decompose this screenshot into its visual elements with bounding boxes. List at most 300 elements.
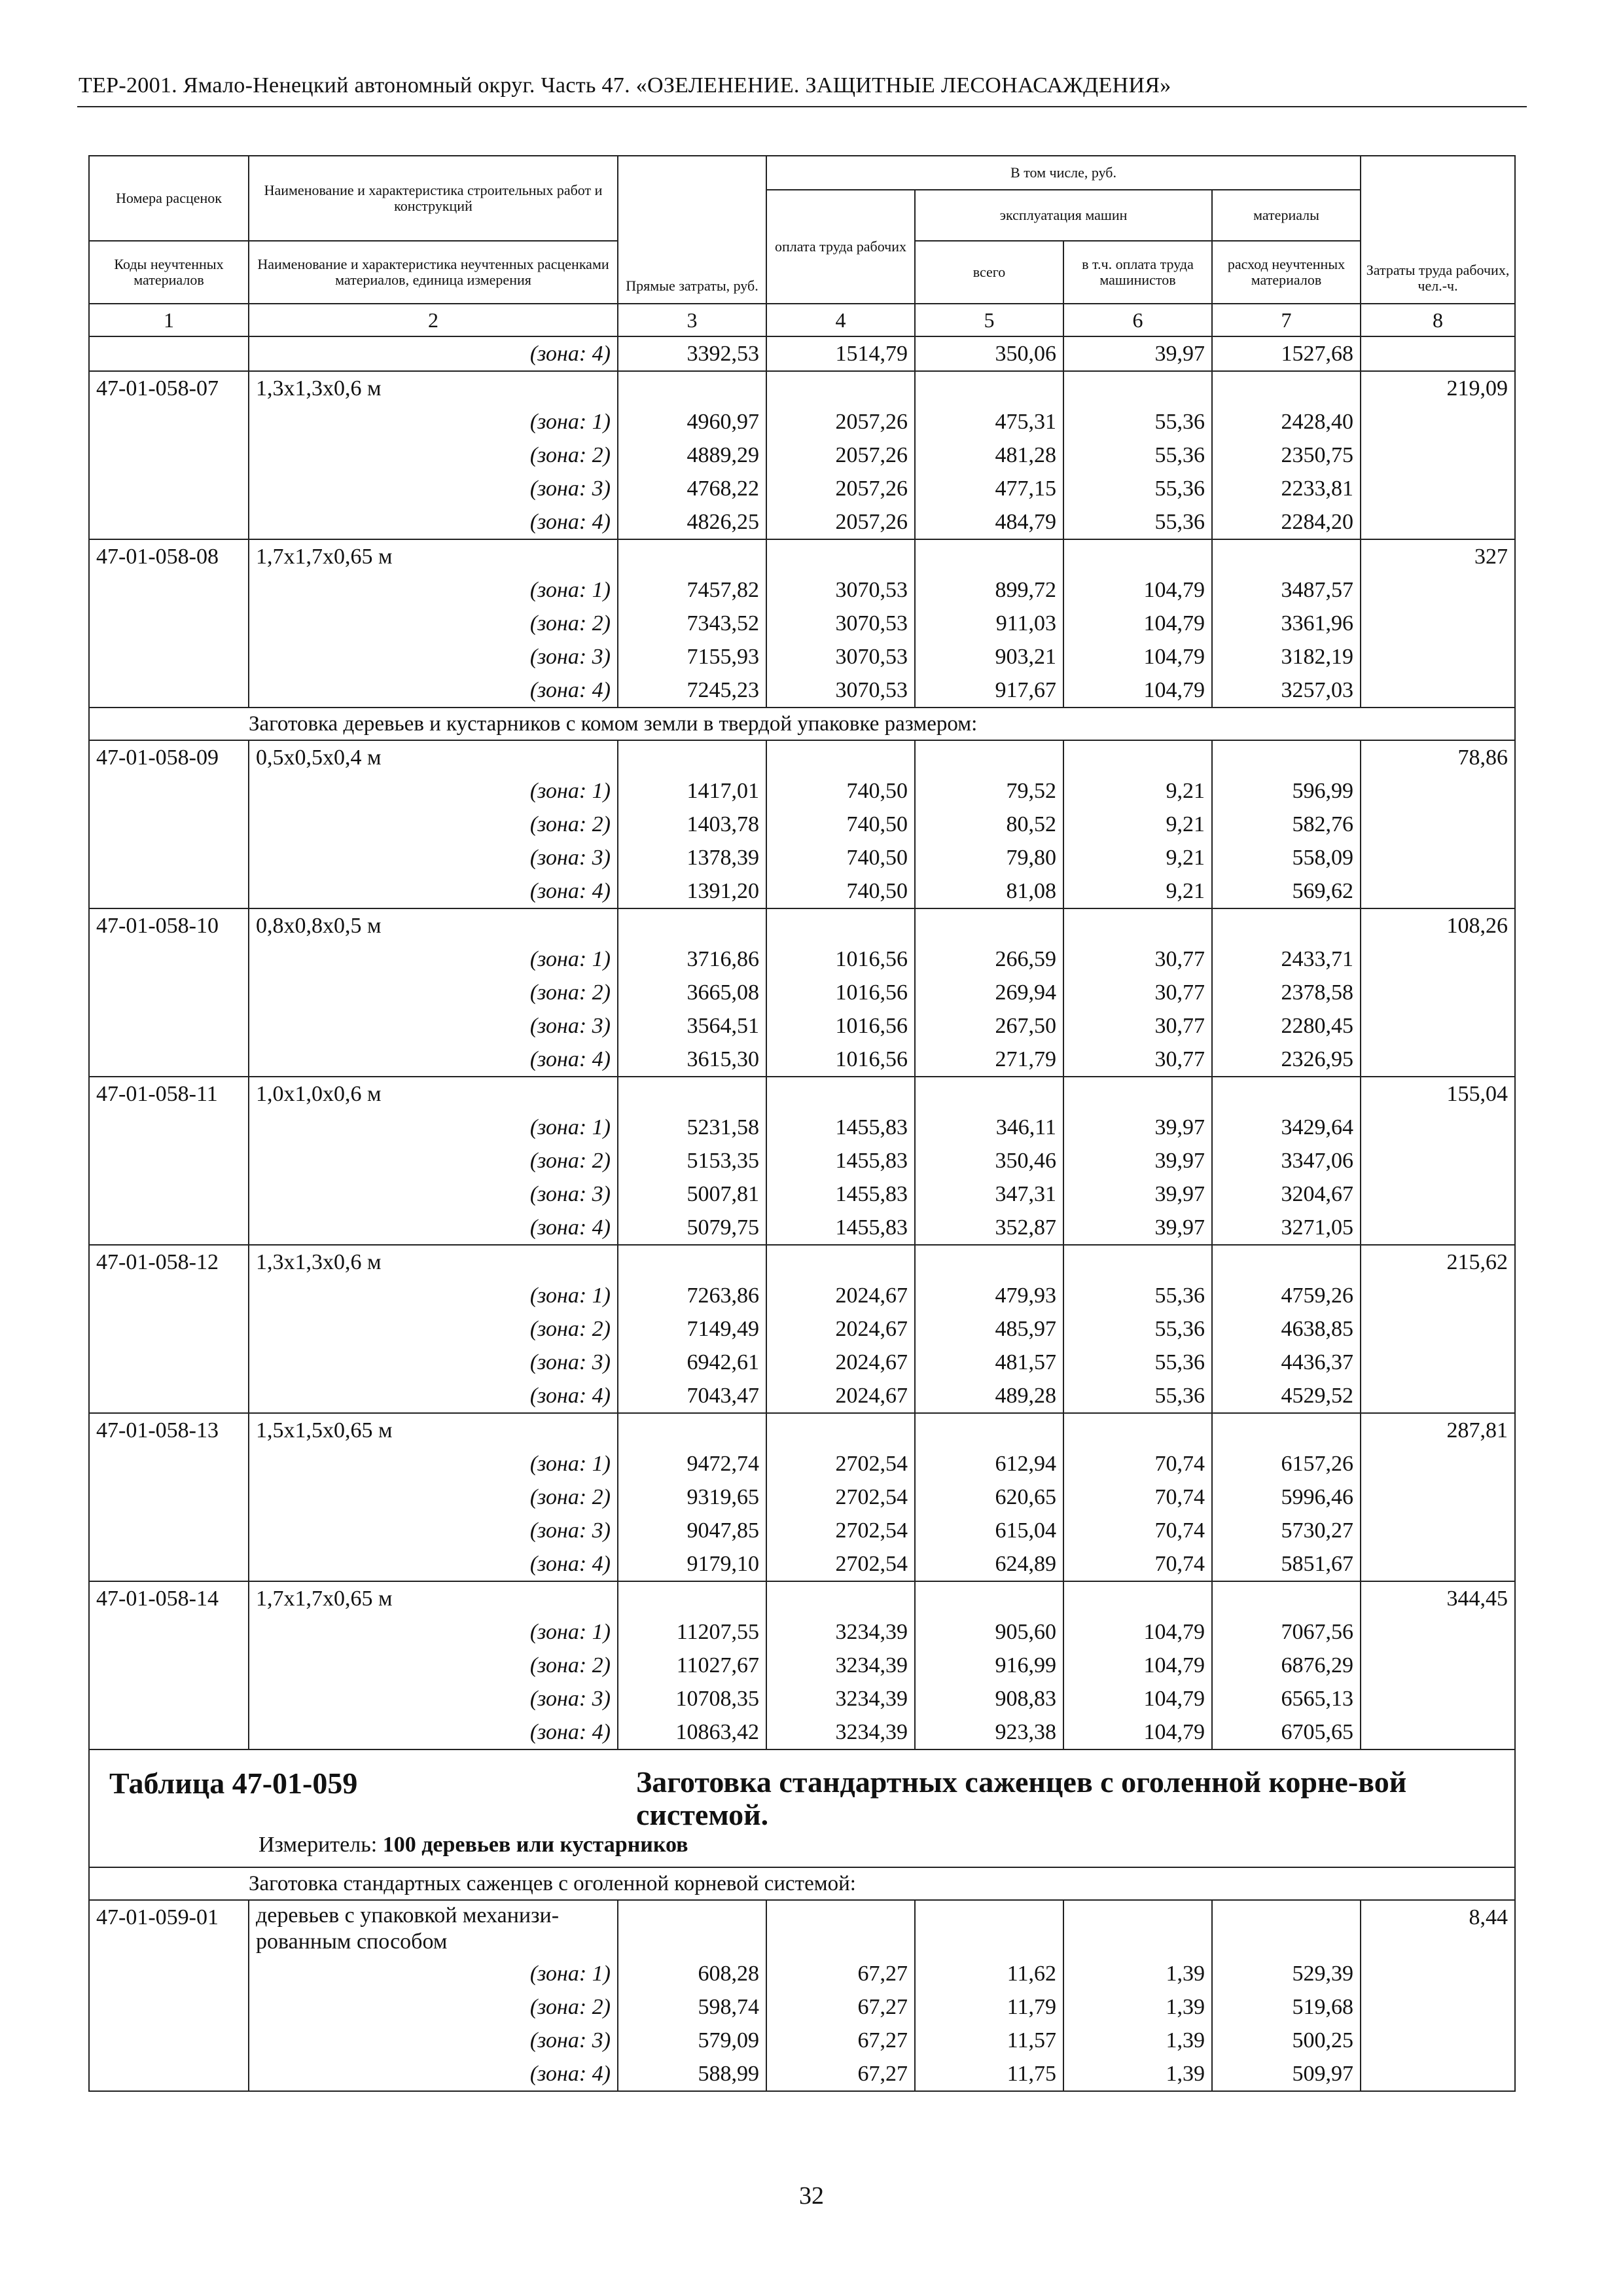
value-cell-empty [1212, 371, 1361, 405]
table-label: Таблица 47-01-059 [109, 1767, 358, 1800]
value-cell: 6705,65 [1212, 1715, 1361, 1749]
labor-cell-empty [1361, 405, 1515, 439]
code-cell-empty [89, 505, 249, 539]
value-cell: 9047,85 [618, 1514, 766, 1547]
value-cell: 3429,64 [1212, 1111, 1361, 1144]
value-cell: 529,39 [1212, 1957, 1361, 1990]
value-cell-empty [1212, 1581, 1361, 1615]
zone-label: (зона: 1) [249, 1957, 618, 1990]
code-cell-empty [89, 2057, 249, 2091]
value-cell: 1514,79 [766, 336, 915, 371]
zone-row [89, 1312, 1515, 1346]
value-cell: 5851,67 [1212, 1547, 1361, 1581]
value-cell: 4436,37 [1212, 1346, 1361, 1379]
labor-cell-empty [1361, 2024, 1515, 2057]
section-code-empty [89, 1867, 249, 1900]
labor-cell-empty [1361, 1177, 1515, 1211]
value-cell: 10708,35 [618, 1682, 766, 1715]
value-cell: 740,50 [766, 874, 915, 908]
rates-table [88, 155, 1516, 2092]
labor-cell-empty [1361, 808, 1515, 841]
code-cell-empty [89, 808, 249, 841]
value-cell: 485,97 [915, 1312, 1063, 1346]
column-number-row [89, 304, 1515, 336]
rate-row [89, 1077, 1515, 1111]
value-cell: 104,79 [1063, 1615, 1212, 1649]
code-cell-empty [89, 1615, 249, 1649]
value-cell: 79,80 [915, 841, 1063, 874]
code-cell-empty [89, 774, 249, 808]
value-cell: 55,36 [1063, 1379, 1212, 1413]
col5-header: всего [915, 241, 1063, 304]
value-cell: 2433,71 [1212, 942, 1361, 976]
code-cell-empty [89, 1957, 249, 1990]
labor-cell-empty [1361, 640, 1515, 673]
value-cell: 2057,26 [766, 472, 915, 505]
code-cell-empty [89, 336, 249, 371]
code-cell-empty [89, 841, 249, 874]
value-cell: 4768,22 [618, 472, 766, 505]
col2-top-header: Наименование и характеристика строительных работ и конструкций [249, 156, 618, 241]
value-cell: 1,39 [1063, 2024, 1212, 2057]
zone-label: (зона: 2) [249, 607, 618, 640]
labor-cell-empty [1361, 1379, 1515, 1413]
zone-row [89, 2024, 1515, 2057]
labor-cell-empty [1361, 1346, 1515, 1379]
labor-cell-empty [1361, 774, 1515, 808]
code-cell-empty [89, 1480, 249, 1514]
value-cell: 67,27 [766, 2024, 915, 2057]
zone-row [89, 1547, 1515, 1581]
section-row [89, 1867, 1515, 1900]
value-cell-empty [915, 1413, 1063, 1447]
value-cell: 579,09 [618, 2024, 766, 2057]
zone-label: (зона: 3) [249, 1682, 618, 1715]
value-cell-empty [1212, 1413, 1361, 1447]
col6-header: в т.ч. оплата труда машинистов [1063, 241, 1212, 304]
code-cell-empty [89, 1111, 249, 1144]
zone-label: (зона: 4) [249, 2057, 618, 2091]
code-cell-empty [89, 1279, 249, 1312]
value-cell-empty [766, 1413, 915, 1447]
value-cell: 2428,40 [1212, 405, 1361, 439]
code-cell-empty [89, 640, 249, 673]
labor-value: 108,26 [1361, 908, 1515, 942]
value-cell: 1455,83 [766, 1111, 915, 1144]
labor-cell-empty [1361, 1043, 1515, 1077]
value-cell: 104,79 [1063, 573, 1212, 607]
value-cell: 55,36 [1063, 472, 1212, 505]
zone-label: (зона: 1) [249, 1615, 618, 1649]
value-cell: 2057,26 [766, 505, 915, 539]
value-cell: 2024,67 [766, 1312, 915, 1346]
value-cell-empty [766, 1581, 915, 1615]
value-cell: 67,27 [766, 2057, 915, 2091]
value-cell: 10863,42 [618, 1715, 766, 1749]
code-cell-empty [89, 1043, 249, 1077]
zone-label: (зона: 2) [249, 439, 618, 472]
value-cell: 588,99 [618, 2057, 766, 2091]
value-cell: 4759,26 [1212, 1279, 1361, 1312]
value-cell: 6876,29 [1212, 1649, 1361, 1682]
value-cell-empty [766, 740, 915, 774]
labor-cell-empty [1361, 1480, 1515, 1514]
col2-bottom-header: Наименование и характеристика неучтенных расценками материалов, единица измерения [249, 241, 618, 304]
value-cell-empty [1063, 1900, 1212, 1957]
rates-table-container [88, 155, 1514, 2092]
labor-cell-empty [1361, 1279, 1515, 1312]
labor-cell-empty [1361, 1447, 1515, 1480]
value-cell: 923,38 [915, 1715, 1063, 1749]
value-cell: 2233,81 [1212, 472, 1361, 505]
value-cell: 2024,67 [766, 1279, 915, 1312]
labor-cell-empty [1361, 607, 1515, 640]
value-cell: 7263,86 [618, 1279, 766, 1312]
value-cell-empty [618, 908, 766, 942]
code-cell-empty [89, 1682, 249, 1715]
zone-label: (зона: 3) [249, 1346, 618, 1379]
value-cell: 80,52 [915, 808, 1063, 841]
value-cell: 1016,56 [766, 976, 915, 1009]
zone-row [89, 808, 1515, 841]
value-cell: 9,21 [1063, 774, 1212, 808]
zone-label: (зона: 3) [249, 472, 618, 505]
value-cell: 2280,45 [1212, 1009, 1361, 1043]
value-cell: 3234,39 [766, 1715, 915, 1749]
zone-row [89, 405, 1515, 439]
value-cell: 481,28 [915, 439, 1063, 472]
value-cell-empty [915, 1245, 1063, 1279]
labor-cell-empty [1361, 1547, 1515, 1581]
value-cell: 3204,67 [1212, 1177, 1361, 1211]
value-cell: 11027,67 [618, 1649, 766, 1682]
value-cell: 903,21 [915, 640, 1063, 673]
table-header [89, 156, 1515, 336]
value-cell-empty [618, 539, 766, 573]
value-cell-empty [1063, 1581, 1212, 1615]
value-cell: 9,21 [1063, 808, 1212, 841]
value-cell-empty [766, 371, 915, 405]
zone-row [89, 336, 1515, 371]
value-cell: 7043,47 [618, 1379, 766, 1413]
zone-row [89, 673, 1515, 708]
labor-cell-empty [1361, 472, 1515, 505]
value-cell: 4638,85 [1212, 1312, 1361, 1346]
value-cell: 917,67 [915, 673, 1063, 708]
value-cell: 4826,25 [618, 505, 766, 539]
zone-row [89, 874, 1515, 908]
value-cell: 350,46 [915, 1144, 1063, 1177]
labor-cell-empty [1361, 505, 1515, 539]
labor-cell-empty [1361, 1957, 1515, 1990]
group-header: В том числе, руб. [766, 156, 1361, 190]
zone-label: (зона: 1) [249, 1111, 618, 1144]
zone-row [89, 1649, 1515, 1682]
value-cell: 3234,39 [766, 1649, 915, 1682]
zone-label: (зона: 4) [249, 1043, 618, 1077]
value-cell-empty [1063, 740, 1212, 774]
value-cell: 911,03 [915, 607, 1063, 640]
value-cell: 4529,52 [1212, 1379, 1361, 1413]
code-cell-empty [89, 1514, 249, 1547]
rate-code: 47-01-059-01 [89, 1900, 249, 1957]
value-cell: 30,77 [1063, 976, 1212, 1009]
col1-top-header: Номера расценок [89, 156, 249, 241]
rate-code: 47-01-058-10 [89, 908, 249, 942]
value-cell: 11207,55 [618, 1615, 766, 1649]
labor-cell-empty [1361, 1009, 1515, 1043]
value-cell: 30,77 [1063, 1043, 1212, 1077]
value-cell-empty [915, 740, 1063, 774]
code-cell-empty [89, 472, 249, 505]
value-cell: 7343,52 [618, 607, 766, 640]
zone-row [89, 1990, 1515, 2024]
value-cell: 2326,95 [1212, 1043, 1361, 1077]
labor-cell-empty [1361, 1715, 1515, 1749]
column-number: 5 [915, 304, 1063, 336]
value-cell: 5730,27 [1212, 1514, 1361, 1547]
labor-cell-empty [1361, 2057, 1515, 2091]
value-cell: 55,36 [1063, 439, 1212, 472]
zone-label: (зона: 4) [249, 336, 618, 371]
value-cell: 3487,57 [1212, 573, 1361, 607]
rate-row [89, 1245, 1515, 1279]
value-cell: 5153,35 [618, 1144, 766, 1177]
section-row [89, 708, 1515, 740]
labor-value: 215,62 [1361, 1245, 1515, 1279]
value-cell: 9472,74 [618, 1447, 766, 1480]
section-title: Заготовка деревьев и кустарников с комом земли в твердой упаковке размером: [249, 708, 1515, 740]
value-cell-empty [1212, 539, 1361, 573]
value-cell: 1455,83 [766, 1177, 915, 1211]
zone-row [89, 841, 1515, 874]
code-cell-empty [89, 976, 249, 1009]
value-cell: 3716,86 [618, 942, 766, 976]
value-cell-empty [915, 371, 1063, 405]
value-cell-empty [766, 539, 915, 573]
value-cell: 30,77 [1063, 1009, 1212, 1043]
zone-row [89, 976, 1515, 1009]
zone-label: (зона: 3) [249, 1009, 618, 1043]
value-cell: 1016,56 [766, 1043, 915, 1077]
rate-row [89, 539, 1515, 573]
zone-row [89, 607, 1515, 640]
title-line [109, 1766, 1501, 1831]
code-cell-empty [89, 405, 249, 439]
value-cell: 2350,75 [1212, 439, 1361, 472]
value-cell: 477,15 [915, 472, 1063, 505]
value-cell: 7245,23 [618, 673, 766, 708]
zone-row [89, 505, 1515, 539]
value-cell-empty [1063, 908, 1212, 942]
rate-row [89, 371, 1515, 405]
value-cell: 519,68 [1212, 1990, 1361, 2024]
value-cell: 79,52 [915, 774, 1063, 808]
value-cell: 346,11 [915, 1111, 1063, 1144]
labor-value: 327 [1361, 539, 1515, 573]
value-cell: 39,97 [1063, 336, 1212, 371]
value-cell-empty [915, 1581, 1063, 1615]
labor-cell-empty [1361, 841, 1515, 874]
rate-code: 47-01-058-13 [89, 1413, 249, 1447]
rate-name: 1,7х1,7х0,65 м [249, 1581, 618, 1615]
value-cell: 67,27 [766, 1990, 915, 2024]
value-cell: 6942,61 [618, 1346, 766, 1379]
value-cell: 269,94 [915, 976, 1063, 1009]
value-cell: 6157,26 [1212, 1447, 1361, 1480]
value-cell: 558,09 [1212, 841, 1361, 874]
zone-row [89, 573, 1515, 607]
code-cell-empty [89, 1346, 249, 1379]
rate-row [89, 740, 1515, 774]
value-cell: 2057,26 [766, 439, 915, 472]
value-cell-empty [915, 908, 1063, 942]
value-cell: 55,36 [1063, 405, 1212, 439]
col4-header: оплата труда рабочих [766, 190, 915, 304]
zone-row [89, 1111, 1515, 1144]
value-cell: 39,97 [1063, 1144, 1212, 1177]
value-cell: 350,06 [915, 336, 1063, 371]
value-cell: 2024,67 [766, 1379, 915, 1413]
value-cell-empty [1063, 1413, 1212, 1447]
machines-header: эксплуатация машин [915, 190, 1212, 241]
table-title-block [89, 1749, 1515, 1867]
value-cell-empty [618, 740, 766, 774]
col7-header: расход неучтенных материалов [1212, 241, 1361, 304]
zone-label: (зона: 2) [249, 976, 618, 1009]
column-number: 2 [249, 304, 618, 336]
value-cell: 1,39 [1063, 1957, 1212, 1990]
column-number: 1 [89, 304, 249, 336]
rate-row [89, 1581, 1515, 1615]
labor-cell-empty [1361, 1615, 1515, 1649]
zone-label: (зона: 3) [249, 2024, 618, 2057]
value-cell: 104,79 [1063, 1682, 1212, 1715]
code-cell-empty [89, 607, 249, 640]
column-number: 7 [1212, 304, 1361, 336]
value-cell: 740,50 [766, 774, 915, 808]
rate-row [89, 908, 1515, 942]
value-cell: 9,21 [1063, 874, 1212, 908]
labor-cell-empty [1361, 1682, 1515, 1715]
value-cell: 70,74 [1063, 1547, 1212, 1581]
value-cell-empty [915, 1900, 1063, 1957]
value-cell: 1378,39 [618, 841, 766, 874]
labor-cell-empty [1361, 1144, 1515, 1177]
value-cell-empty [766, 1077, 915, 1111]
code-cell-empty [89, 1990, 249, 2024]
rate-name: 1,3х1,3х0,6 м [249, 371, 618, 405]
rate-code: 47-01-058-11 [89, 1077, 249, 1111]
zone-label: (зона: 2) [249, 1480, 618, 1514]
zone-row [89, 1279, 1515, 1312]
labor-cell-empty [1361, 673, 1515, 708]
value-cell: 615,04 [915, 1514, 1063, 1547]
labor-cell-empty [1361, 1649, 1515, 1682]
table-title: Заготовка стандартных саженцев с оголенной корне-вой системой. [636, 1765, 1407, 1831]
value-cell: 3564,51 [618, 1009, 766, 1043]
value-cell: 67,27 [766, 1957, 915, 1990]
zone-row [89, 1211, 1515, 1245]
table-body [89, 336, 1515, 2091]
page-number: 32 [799, 2182, 824, 2210]
zone-row [89, 472, 1515, 505]
value-cell: 39,97 [1063, 1211, 1212, 1245]
value-cell: 481,57 [915, 1346, 1063, 1379]
value-cell: 5231,58 [618, 1111, 766, 1144]
zone-label: (зона: 4) [249, 874, 618, 908]
labor-cell-empty [1361, 1111, 1515, 1144]
value-cell: 620,65 [915, 1480, 1063, 1514]
rate-name: 1,3х1,3х0,6 м [249, 1245, 618, 1279]
rate-code: 47-01-058-12 [89, 1245, 249, 1279]
value-cell-empty [1063, 539, 1212, 573]
rate-code: 47-01-058-14 [89, 1581, 249, 1615]
zone-row [89, 1682, 1515, 1715]
code-cell-empty [89, 1211, 249, 1245]
meter-line [259, 1833, 1501, 1857]
zone-label: (зона: 1) [249, 774, 618, 808]
value-cell: 7149,49 [618, 1312, 766, 1346]
value-cell: 569,62 [1212, 874, 1361, 908]
value-cell-empty [618, 1413, 766, 1447]
value-cell: 271,79 [915, 1043, 1063, 1077]
value-cell: 347,31 [915, 1177, 1063, 1211]
value-cell: 1527,68 [1212, 336, 1361, 371]
code-cell-empty [89, 874, 249, 908]
value-cell: 475,31 [915, 405, 1063, 439]
zone-row [89, 1480, 1515, 1514]
labor-cell-empty [1361, 1990, 1515, 2024]
value-cell: 1016,56 [766, 942, 915, 976]
rate-code: 47-01-058-09 [89, 740, 249, 774]
value-cell: 3615,30 [618, 1043, 766, 1077]
zone-row [89, 1009, 1515, 1043]
value-cell-empty [1212, 908, 1361, 942]
zone-row [89, 1177, 1515, 1211]
code-cell-empty [89, 1649, 249, 1682]
value-cell: 2702,54 [766, 1480, 915, 1514]
zone-label: (зона: 1) [249, 1279, 618, 1312]
value-cell: 55,36 [1063, 505, 1212, 539]
value-cell-empty [915, 539, 1063, 573]
rate-code: 47-01-058-07 [89, 371, 249, 405]
column-number: 8 [1361, 304, 1515, 336]
rate-name: 1,0х1,0х0,6 м [249, 1077, 618, 1111]
value-cell: 489,28 [915, 1379, 1063, 1413]
value-cell: 3234,39 [766, 1615, 915, 1649]
code-cell-empty [89, 1144, 249, 1177]
value-cell: 7155,93 [618, 640, 766, 673]
value-cell: 899,72 [915, 573, 1063, 607]
value-cell: 6565,13 [1212, 1682, 1361, 1715]
labor-cell-empty [1361, 1312, 1515, 1346]
value-cell: 104,79 [1063, 1715, 1212, 1749]
col3-header: Прямые затраты, руб. [618, 156, 766, 304]
zone-row [89, 1715, 1515, 1749]
value-cell-empty [1212, 1077, 1361, 1111]
column-number: 6 [1063, 304, 1212, 336]
zone-row [89, 2057, 1515, 2091]
zone-label: (зона: 3) [249, 841, 618, 874]
zone-row [89, 1514, 1515, 1547]
zone-row [89, 1615, 1515, 1649]
value-cell: 612,94 [915, 1447, 1063, 1480]
value-cell: 908,83 [915, 1682, 1063, 1715]
value-cell-empty [1063, 1245, 1212, 1279]
value-cell: 2702,54 [766, 1547, 915, 1581]
zone-label: (зона: 3) [249, 640, 618, 673]
